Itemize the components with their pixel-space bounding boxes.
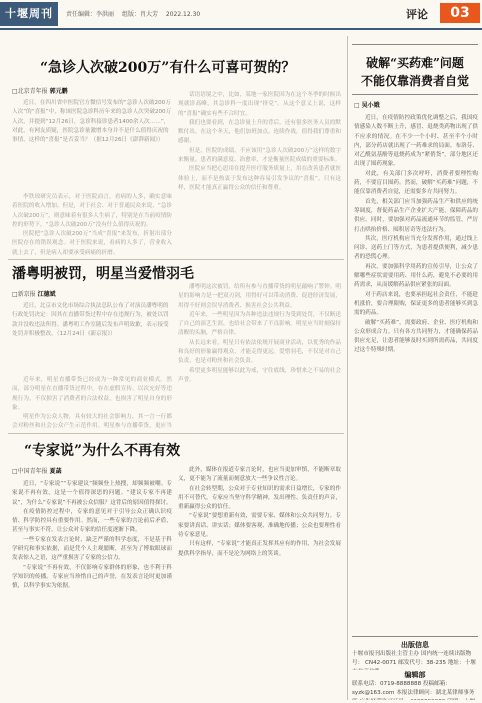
article4-title-line1: 破解“买药难”问题 (366, 56, 464, 70)
paragraph: 首先，相关部门应当加强药品生产和供应的统筹调度，督促药品生产企业扩大产能，保障药品的供应。同时，要加强对药品流通环节的监管，严厉打击哄抬价格、囤积居奇等违法行为。 (354, 198, 478, 233)
article1-author: 郭元鹏 (49, 88, 68, 95)
article4-body (354, 114, 478, 630)
paragraph: 对于药店来说，也要承担起社会责任，不能趁机涨价，要合理限购，保证更多的患者能够买到急需的药品。 (354, 291, 478, 317)
paragraph: 破解“买药难”，需要政府、企业、医疗机构和公众形成合力。只有各方共同努力，才能确保药品供应充足，让患者能够及时买到所需药品，共同度过这个特殊时期。 (354, 319, 478, 354)
footer-line: 地址：十堰 (447, 659, 476, 666)
article-divider (8, 259, 344, 260)
footer-line: 本报法律顾问：湖北某律师事务 (396, 689, 475, 696)
paragraph: 在疫情防控过程中，专家的意见对于引导公众正确认识疫情、科学防控具有重要作用。然而，一些专家的言论前后矛盾，甚至与事实不符，让公众对专家的信任度逐渐下降。 (12, 508, 172, 534)
footer-lines-1 (352, 650, 478, 670)
article3-title: “专家说”为什么不再有效 (24, 443, 181, 459)
article4-title (350, 54, 480, 90)
editor-name: 责任编辑：李洪丽 (66, 11, 115, 18)
footer-line: CN42-0071 (364, 659, 397, 666)
paragraph: 在社会转型期，公众对于专业知识的需求日益增长，专家的作用不可替代。专家应当坚守科学精神，发出理性、负责任的声音，重新赢得公众的信任。 (178, 485, 341, 511)
paragraph: 近日，在疫情防控政策优化调整之后，我国疫情感染人数不断上升，感冒、退烧类药物出现了供不应求的情况。在不少一个小时、甚至半个小时内，部分药店就出现了一药难求的局面。布洛芬、对乙酰氨基酚等退烧药成为“紧俏货”，部分地区还出现了囤药现象。 (354, 115, 478, 168)
footer-line: 邮发代号：38-235 (398, 659, 447, 666)
page-number: 03 (440, 3, 480, 23)
paragraph: 只有这样，“专家说”才能真正发挥其应有的作用，为社会发展提供科学指导，而不是沦为网络上的笑谈。 (178, 541, 341, 557)
article3-byline (12, 466, 62, 475)
paragraph: 近年来，明星直播带货已经成为一种常见的商业模式。然而，部分明星在直播带货过程中，存在虚假宣传、以次充好等违规行为，不仅损害了消费者的合法权益，也损害了明星自身的形象。 (12, 377, 172, 411)
paragraph: 此外，媒体在报道专家言论时，也应当更加审慎，不能断章取义，更不能为了流量而刻意放大一些争议性言论。 (178, 467, 341, 483)
paragraph: 近年来，一些明星因为各种违法违规行为受到处罚，不仅断送了自己的演艺生涯，也给社会带来了不良影响。明星应当时刻保持清醒的头脑，严格自律。 (178, 311, 341, 337)
article2-byline (12, 289, 56, 298)
box-title-rule (352, 94, 478, 95)
paragraph: 李铁琼研究员表示，对于医院而言，看病的人多，确实意味着医院的收入增加。但是，对于社会、对于普通民众来说，“急诊人次破200万”，则意味着有很多人生病了，特别是在当前疫情防控的形势下，“急诊人次破200万”没有什么值得庆祝的。 (12, 194, 172, 228)
article2-author: 江德斌 (37, 291, 56, 298)
article4-byline (354, 100, 380, 109)
article4-title-line2: 不能仅靠消费者自觉 (360, 74, 469, 88)
article2-body-left (12, 376, 172, 430)
footer-line: 国内统一连续出版物号： (352, 651, 472, 666)
footer-lines-2 (352, 680, 478, 700)
paragraph: 从长远来看，明星只有依法依规开展商业活动，以优秀的作品和良好的形象赢得观众，才能走得更远。爱惜羽毛，不仅是对自己负责，也是对粉丝和社会负责。 (178, 339, 341, 365)
article2-body-right (178, 283, 341, 430)
article1-blurb-text: 近日，在四川省中医院官方微信号发布的“急诊人次破200万人次”的“喜报”中，称该医院急诊科历年来的急诊人次突破200万人次，并提到“12月26日，急诊科接诊患者1400余人次……”，对此，有网友质疑，医院急诊量激增本身并不是什么值得庆祝的事情，这样的“喜报”是否妥当？（据12月26日《澎湃新闻》） (12, 100, 172, 144)
footer-title-1: 出版信息 (401, 641, 429, 649)
paragraph: 近日，“专家说”“专家建议”频频登上热搜，却频频被嘲。专家说不再有效，这是一个值得深思的问题。“建议专家不再建议”，为什么“专家说”不再被公众信服？这背后的原因值得探讨。 (12, 481, 172, 506)
layout-name: 组版：肖大芳 (121, 11, 158, 18)
box-top-rule (352, 44, 478, 45)
paragraph: “专家说”不再有效，不仅影响专家群体的形象，也不利于科学知识的传播。专家应当珍惜自己的声誉，在发表言论时更加谨慎，以科学事实为依据。 (12, 564, 172, 590)
footer-line: 十堰市报刊出版社主管主办 (352, 651, 420, 657)
paragraph: 医院把“急诊人次破200万”当成“喜报”来发布，折射出部分医院存在的错误观念。对于医院来说，看病的人多了，营业收入就上去了，但是病人却要承受病痛的折磨。 (12, 231, 172, 256)
paragraph: 再次，要加强科学用药的宣传引导，让公众了解哪些症状需要用药、用什么药，避免不必要的用药需求，从而缓解药品供应紧张的局面。 (354, 263, 478, 289)
article1-body-right (178, 91, 341, 256)
article3-body-left (12, 480, 172, 698)
footer-box (352, 640, 478, 700)
paragraph: 对此，有关部门多次呼吁，消费者要理性购药，不要盲目囤药。然而，破解“买药难”问题，不能仅靠消费者自觉，还需要多方共同努力。 (354, 170, 478, 196)
header-rule (0, 28, 482, 30)
paragraph: 医院应当把心思用在提升医疗服务质量上，用在改善患者就医体验上，而不是热衷于发布这种容易引发争议的“喜报”。只有这样，医院才能真正赢得公众的信任和尊重。 (178, 166, 341, 191)
issue-date: 2022.12.30 (165, 11, 201, 18)
section-title: 评论 (406, 8, 428, 21)
article3-author: 夏菡 (49, 468, 62, 475)
paragraph: 我们也要看到，在急诊量上升的背后，还有很多医务人员的默默付出。在这个冬天，他们加班加点、连续作战，值得我们尊重和感谢。 (178, 119, 341, 145)
editor-meta (66, 9, 206, 18)
paragraph: “专家说”要想重新有效，需要专家、媒体和公众共同努力。专家要讲真话、讲实话；媒体要客观、准确地传播；公众也要理性看待专家意见。 (178, 513, 341, 539)
article1-title: “急诊人次破200万”有什么可喜可贺的？ (40, 60, 296, 76)
footer-line: 联系电话：0719-8888888 (352, 681, 422, 687)
article1-byline (12, 86, 68, 95)
paragraph: 希望更多明星能够以此为戒，守住底线，珍惜来之不易的社会声誉。 (178, 367, 341, 383)
footer-line: 投稿邮箱：syzk@163.com (352, 681, 451, 696)
article2-blurb-text: 近日，北京市文化市场综合执法总队公布了对演员潘粤明的行政处罚决定：因其在直播带货过程中存在违规行为，被处以罚款并没收违法所得。潘粤明工作室随后发布声明致歉，表示接受处罚并积极整改。（12月24日《新京报》） (12, 303, 169, 337)
paragraph: 话语语境之中，比如，某地一家医院因为在这个冬季的时候出现就诊高峰，其急诊科一度出现“挤兑”。从这个意义上说，这样的“喜报”确实有些不合时宜。 (178, 92, 341, 117)
column-divider (347, 36, 348, 700)
page-header (0, 0, 482, 34)
footer-line (359, 699, 445, 700)
article1-source: □北京青年报 (12, 88, 48, 95)
article-divider (8, 433, 344, 434)
paragraph: 潘粤明这次被罚，给所有参与直播带货的明星敲响了警钟。明星的影响力是一把双刃剑，用得好可以带动消费、促进经济发展，用得不好则会误导消费者、损害社会公共利益。 (178, 284, 341, 309)
article1-blurb (12, 99, 172, 192)
paragraph: 一些专家在发表言论时，缺乏严谨的科学态度，不是基于科学研究和事实依据，而是凭个人主观臆断，甚至为了博取眼球而发表惊人之语，这严重损害了专家的公信力。 (12, 536, 172, 562)
article2-blurb (12, 302, 172, 374)
article4-source: □ (354, 102, 360, 109)
footer-title-2: 编辑部 (404, 671, 426, 679)
article1-body-left (12, 193, 172, 256)
newspaper-logo: 十堰周刊 (0, 2, 58, 26)
paragraph: 其次，医疗机构应当充分发挥作用，通过线上问诊、送药上门等方式，为患者提供便利，减少患者的恐慌心理。 (354, 235, 478, 261)
paragraph: 明星作为公众人物，具有较大的社会影响力，其一言一行都会对粉丝和社会公众产生示范作用。明星参与直播带货，更应当 (12, 414, 172, 430)
article2-source: □新京报 (12, 291, 36, 298)
footer-rule (352, 636, 478, 637)
article3-source: □中国青年报 (12, 468, 48, 475)
article2-title: 潘粤明被罚，明星当爱惜羽毛 (12, 266, 194, 282)
paragraph: 但是，医院的成绩，不应该用“急诊人次破200万”这样的数字来衡量。患者的满意度、治愈率，才是衡量医院成绩的重要标准。 (178, 147, 341, 164)
article4-author: 吴小娥 (361, 102, 380, 109)
article3-body-right (178, 466, 341, 698)
